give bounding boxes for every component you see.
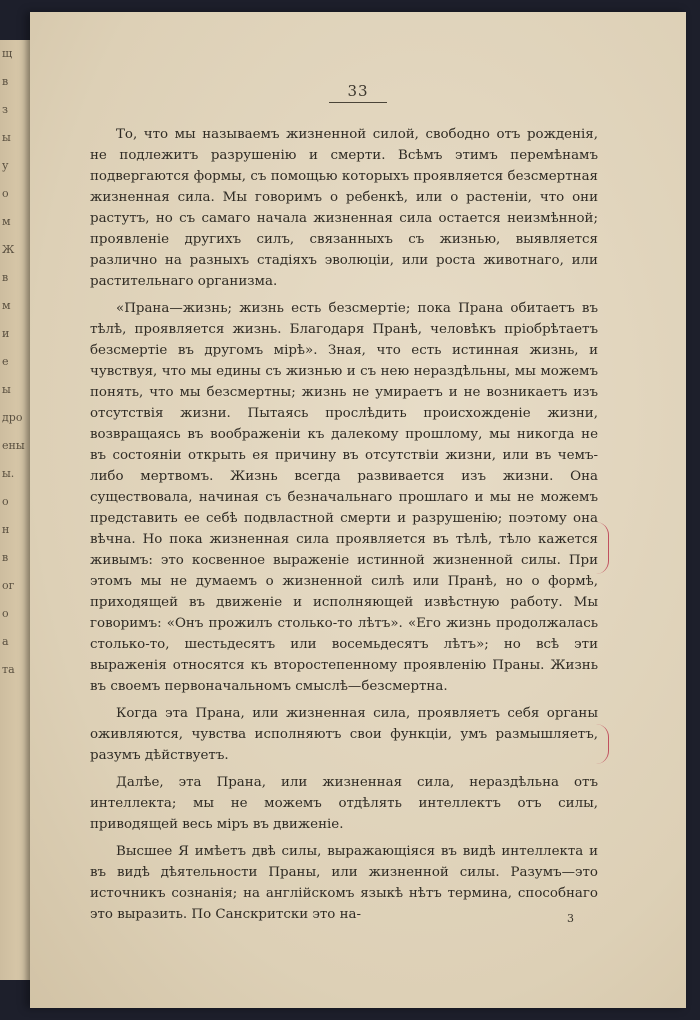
- margin-pencil-mark: [596, 522, 609, 574]
- paragraph-4: Далѣе, эта Прана, или жизненная сила, нераздѣльна отъ интеллекта; мы не можемъ отдѣлять интеллектъ отъ силы, приводящей весь міръ въ движеніе.: [90, 775, 598, 832]
- paragraph-3: Когда эта Прана, или жизненная сила, проявляетъ себя органы оживляются, чувства исполняютъ свои функціи, умъ размышляетъ, разумъ дѣйствуетъ.: [90, 706, 598, 763]
- page-body: [90, 124, 598, 931]
- paragraph-2: «Прана—жизнь; жизнь есть безсмертіе; пока Прана обитаетъ въ тѣлѣ, проявляется жизнь. Благодаря Пранѣ, человѣкъ пріобрѣтаетъ безсмертіе въ другомъ мірѣ». Зная, что есть истинная жизнь, и чувствуя, что мы едины съ жизнью и съ нею нераздѣльны, мы можемъ понять, что мы безсмертны; жизнь не умираетъ и не возникаетъ изъ отсутствія жизни. Пытаясь прослѣдить происхожденіе жизни, возвращаясь въ воображеніи къ далекому прошлому, мы никогда не въ состояніи открыть ея причину въ отсутствіи жизни, или въ чемъ-либо мертвомъ. Жизнь всегда развивается изъ жизни. Она существовала, начиная съ безначальнаго прошлаго и мы не можемъ представить ее себѣ подвластной смерти и разрушенію; поэтому она вѣчна. Но пока жизненная сила проявляется въ тѣлѣ, тѣло кажется живымъ: это косвенное выраженіе истинной жизненной силы. При этомъ мы не думаемъ о жизненной силѣ или Пранѣ, но о формѣ, приходящей въ движеніе и исполняющей извѣстную работу. Мы говоримъ: «Онъ прожилъ столько-то лѣтъ». «Его жизнь продолжалась столько-то, шестьдесятъ или восемьдесятъ лѣтъ»; но всѣ эти выраженія относятся къ второстепенному проявленію Праны. Жизнь въ своемъ первоначальномъ смыслѣ—безсмертна.: [90, 301, 598, 694]
- margin-pencil-mark: [596, 724, 609, 764]
- book-page: [30, 12, 686, 1008]
- page-number: 33: [30, 82, 686, 100]
- facing-page-text: щ в з ы у о м Ж в м и е ы дро ены ы. о н в ог о а та: [2, 47, 25, 676]
- paragraph-5: Высшее Я имѣетъ двѣ силы, выражающіяся въ видѣ интеллекта и въ видѣ дѣятельности Праны, или жизненной силы. Разумъ—это источникъ сознанія; на англійскомъ языкѣ нѣтъ термина, способнаго это выразить. По Санскритски это на-: [90, 844, 598, 922]
- paragraph-1: То, что мы называемъ жизненной силой, свободно отъ рожденія, не подлежитъ разрушенію и смерти. Всѣмъ этимъ перемѣнамъ подвергаются формы, съ помощью которыхъ проявляется безсмертная жизненная сила. Мы говоримъ о ребенкѣ, или о растеніи, что они растутъ, но съ самаго начала жизненная сила остается неизмѣнной; проявленіе другихъ силъ, связанныхъ съ жизнью, выявляется различно на разныхъ стадіяхъ эволюціи, или роста животнаго, или растительнаго организма.: [90, 127, 598, 289]
- printer-signature: 3: [567, 912, 574, 925]
